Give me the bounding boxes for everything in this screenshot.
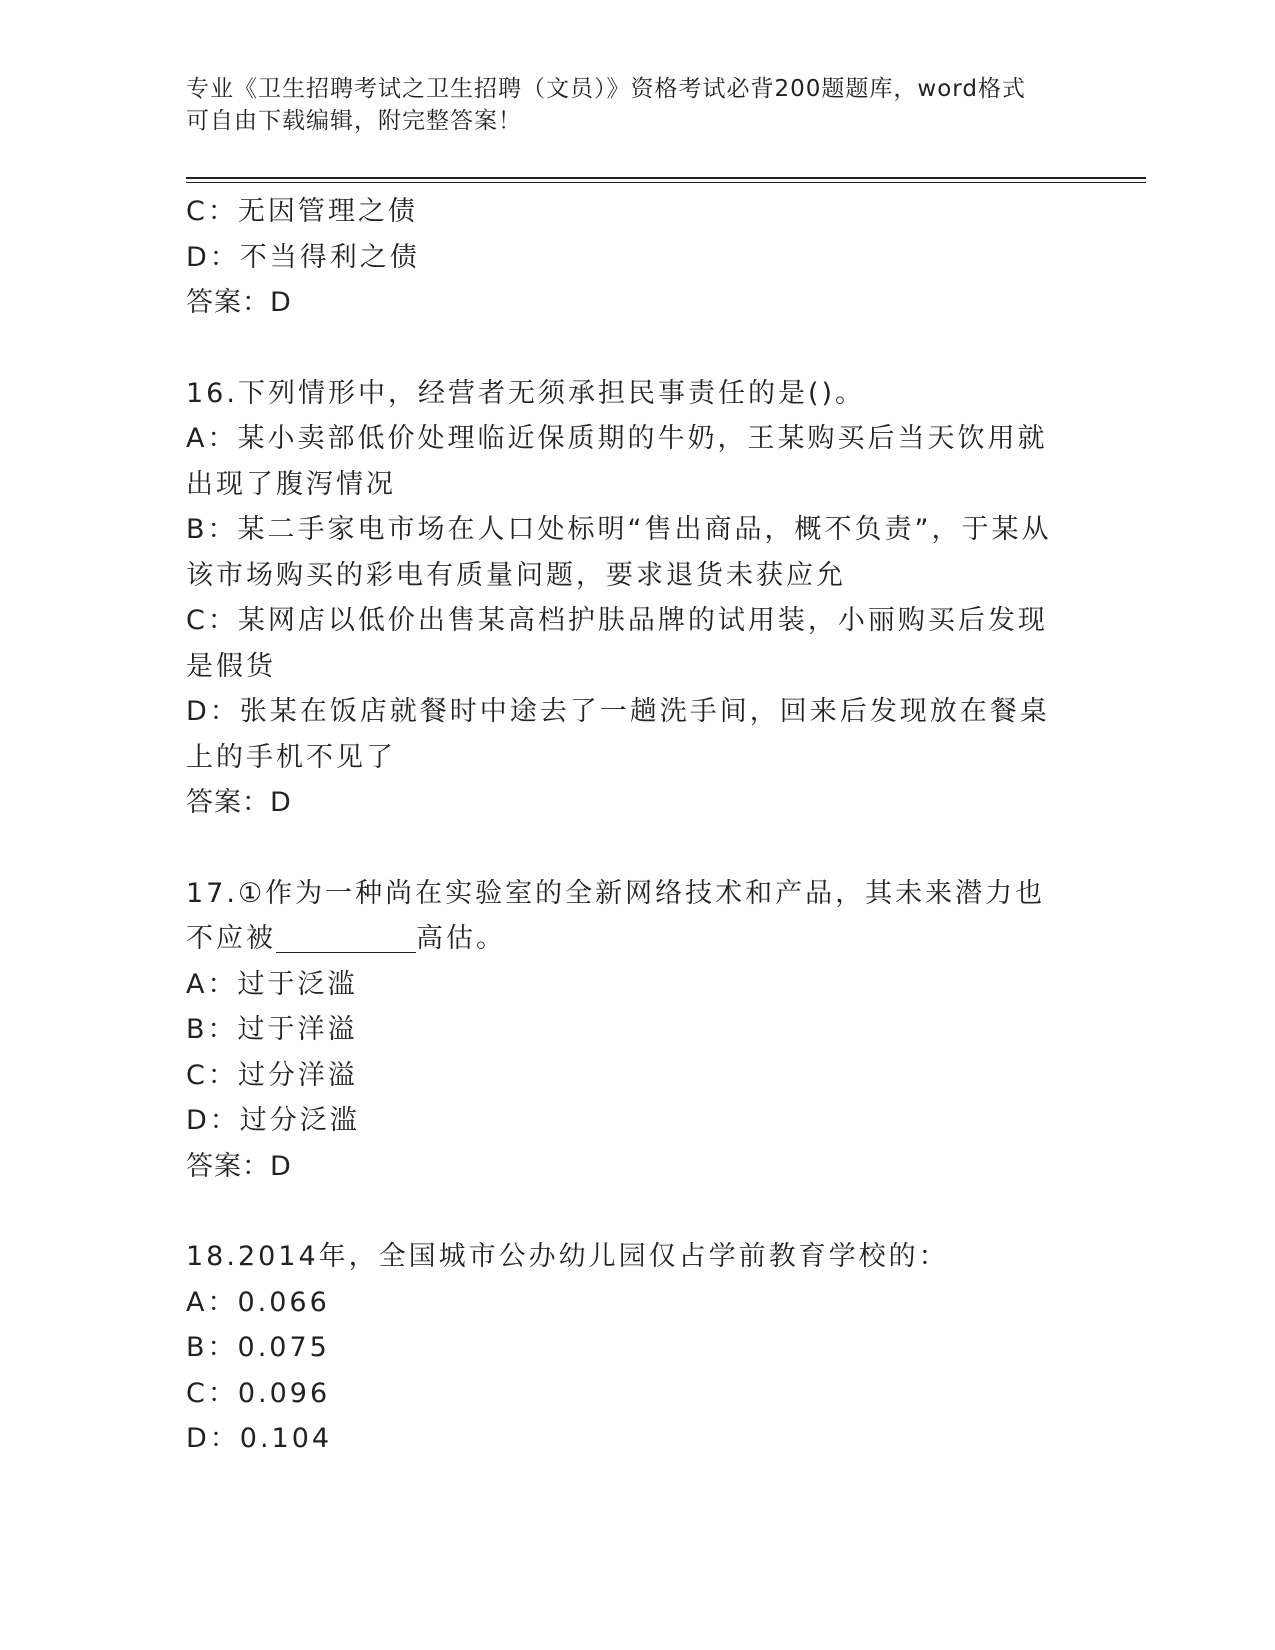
- question-18-stem: 18.2014年，全国城市公办幼儿园仅占学前教育学校的：: [186, 1241, 949, 1272]
- document-header: [186, 73, 1066, 137]
- question-17-option-a: A：过于泛滥: [186, 968, 358, 1000]
- question-16-option-a: A：某小卖部低价处理临近保质期的牛奶，王某购买后当天饮用就出现了腹泻情况: [186, 423, 1048, 500]
- question-16-option-b: B：某二手家电市场在人口处标明“售出商品，概不负责”，于某从该市场购买的彩电有质量问题，要求退货未获应允: [186, 514, 1052, 591]
- question-17-option-c: C：过分洋溢: [186, 1059, 358, 1091]
- question-16-option-d: D：张某在饭店就餐时中途去了一趟洗手间，回来后发现放在餐桌上的手机不见了: [186, 696, 1050, 773]
- question-18-option-b: B：0.075: [186, 1332, 330, 1363]
- question-17-option-d: D：过分泛滥: [186, 1105, 360, 1136]
- spacer: [186, 1189, 1066, 1234]
- question-16-option-c: C：某网店以低价出售某高档护肤品牌的试用装，小丽购买后发现是假货: [186, 605, 1048, 682]
- fill-in-blank: [276, 922, 416, 953]
- option-c: C：无因管理之债: [186, 196, 418, 227]
- question-17-answer: 答案：D: [186, 1150, 292, 1182]
- question-18-option-d: D：0.104: [186, 1423, 333, 1454]
- option-d: D：不当得利之债: [186, 241, 420, 273]
- question-18-option-c: C：0.096: [186, 1377, 331, 1409]
- header-rule-thick: [186, 177, 1146, 179]
- question-17-option-b: B：过于洋溢: [186, 1014, 358, 1045]
- header-line-2: 可自由下载编辑，附完整答案！: [186, 108, 522, 134]
- question-17-stem-part2: 高估。: [416, 923, 506, 954]
- question-16-stem: 16.下列情形中，经营者无须承担民事责任的是()。: [186, 377, 866, 409]
- question-16-answer: 答案：D: [186, 787, 292, 818]
- spacer: [186, 326, 1066, 371]
- spacer: [186, 826, 1066, 871]
- question-content: [186, 189, 1066, 1462]
- header-rule-thin: [186, 182, 1146, 183]
- header-line-1: 专业《卫生招聘考试之卫生招聘（文员）》资格考试必背200题题库，word格式: [186, 76, 1026, 102]
- question-17-stem: [186, 871, 1066, 962]
- answer-line: 答案：D: [186, 287, 292, 318]
- question-18-option-a: A：0.066: [186, 1286, 330, 1318]
- question-17-stem-part1: 17.①作为一种尚在实验室的全新网络技术和产品，其未来潜力也不应被: [186, 877, 1046, 954]
